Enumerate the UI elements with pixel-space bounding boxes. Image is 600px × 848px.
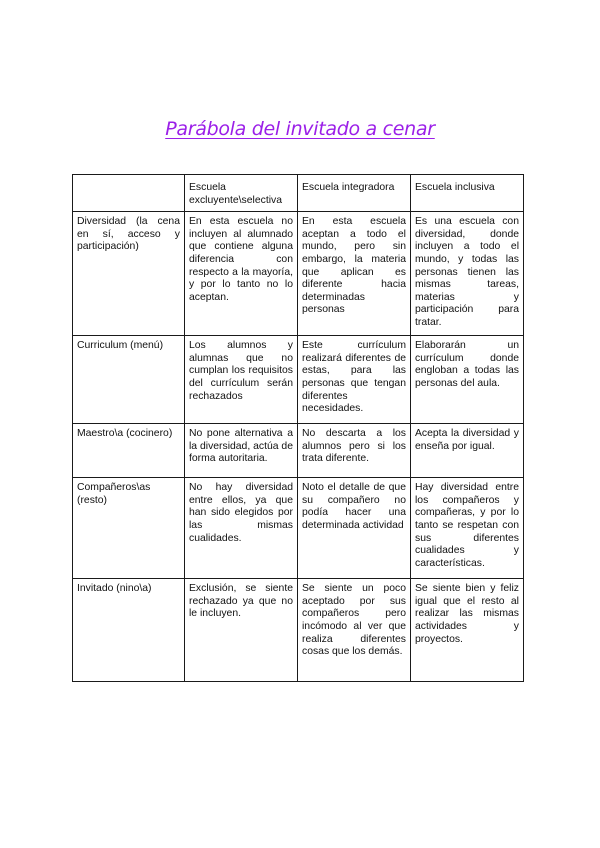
cell-companeros-integradora: Noto el detalle de que su compañero no podía hacer una determinada actividad bbox=[298, 478, 411, 579]
page-title: Parábola del invitado a cenar bbox=[165, 118, 435, 140]
row-label-maestro: Maestro\a (cocinero) bbox=[73, 424, 185, 478]
table-row bbox=[73, 424, 524, 478]
table-row bbox=[73, 478, 524, 579]
row-label-curriculum: Curriculum (menú) bbox=[73, 336, 185, 424]
cell-curriculum-inclusiva: Elaborarán un currículum donde engloban a todas las personas del aula. bbox=[411, 336, 524, 424]
comparison-table bbox=[72, 174, 524, 682]
row-label-companeros: Compañeros\as (resto) bbox=[73, 478, 185, 579]
cell-diversidad-integradora: En esta escuela aceptan a todo el mundo, pero sin embargo, la materia que aplican es diferente hacia determinadas personas bbox=[298, 212, 411, 336]
cell-curriculum-integradora: Este currículum realizará diferentes de estas, para las personas que tengan diferentes necesidades. bbox=[298, 336, 411, 424]
cell-maestro-integradora: No descarta a los alumnos pero si los trata diferente. bbox=[298, 424, 411, 478]
cell-invitado-excluyente: Exclusión, se siente rechazado ya que no le incluyen. bbox=[185, 579, 298, 682]
header-cell-empty bbox=[73, 175, 185, 212]
header-cell-inclusiva: Escuela inclusiva bbox=[411, 175, 524, 212]
cell-diversidad-excluyente: En esta escuela no incluyen al alumnado que contiene alguna diferencia con respecto a la mayoría, y por lo tanto no lo aceptan. bbox=[185, 212, 298, 336]
row-label-invitado: Invitado (nino\a) bbox=[73, 579, 185, 682]
table-row bbox=[73, 579, 524, 682]
table-row bbox=[73, 336, 524, 424]
cell-invitado-inclusiva: Se siente bien y feliz igual que el resto al realizar las mismas actividades y proyectos. bbox=[411, 579, 524, 682]
cell-companeros-excluyente: No hay diversidad entre ellos, ya que han sido elegidos por las mismas cualidades. bbox=[185, 478, 298, 579]
table-row bbox=[73, 212, 524, 336]
header-cell-integradora: Escuela integradora bbox=[298, 175, 411, 212]
row-label-diversidad: Diversidad (la cena en sí, acceso y participación) bbox=[73, 212, 185, 336]
cell-companeros-inclusiva: Hay diversidad entre los compañeros y compañeras, y por lo tanto se respetan con sus diferentes cualidades y características. bbox=[411, 478, 524, 579]
cell-invitado-integradora: Se siente un poco aceptado por sus compañeros pero incómodo al ver que realiza diferentes cosas que los demás. bbox=[298, 579, 411, 682]
table-header-row bbox=[73, 175, 524, 212]
cell-curriculum-excluyente: Los alumnos y alumnas que no cumplan los requisitos del currículum serán rechazados bbox=[185, 336, 298, 424]
cell-diversidad-inclusiva: Es una escuela con diversidad, donde incluyen a todo el mundo, y todas las personas tienen las mismas tareas, materias y participación para tratar. bbox=[411, 212, 524, 336]
cell-maestro-inclusiva: Acepta la diversidad y enseña por igual. bbox=[411, 424, 524, 478]
header-cell-excluyente: Escuela excluyente\selectiva bbox=[185, 175, 298, 212]
comparison-table-container bbox=[72, 174, 523, 682]
cell-maestro-excluyente: No pone alternativa a la diversidad, actúa de forma autoritaria. bbox=[185, 424, 298, 478]
